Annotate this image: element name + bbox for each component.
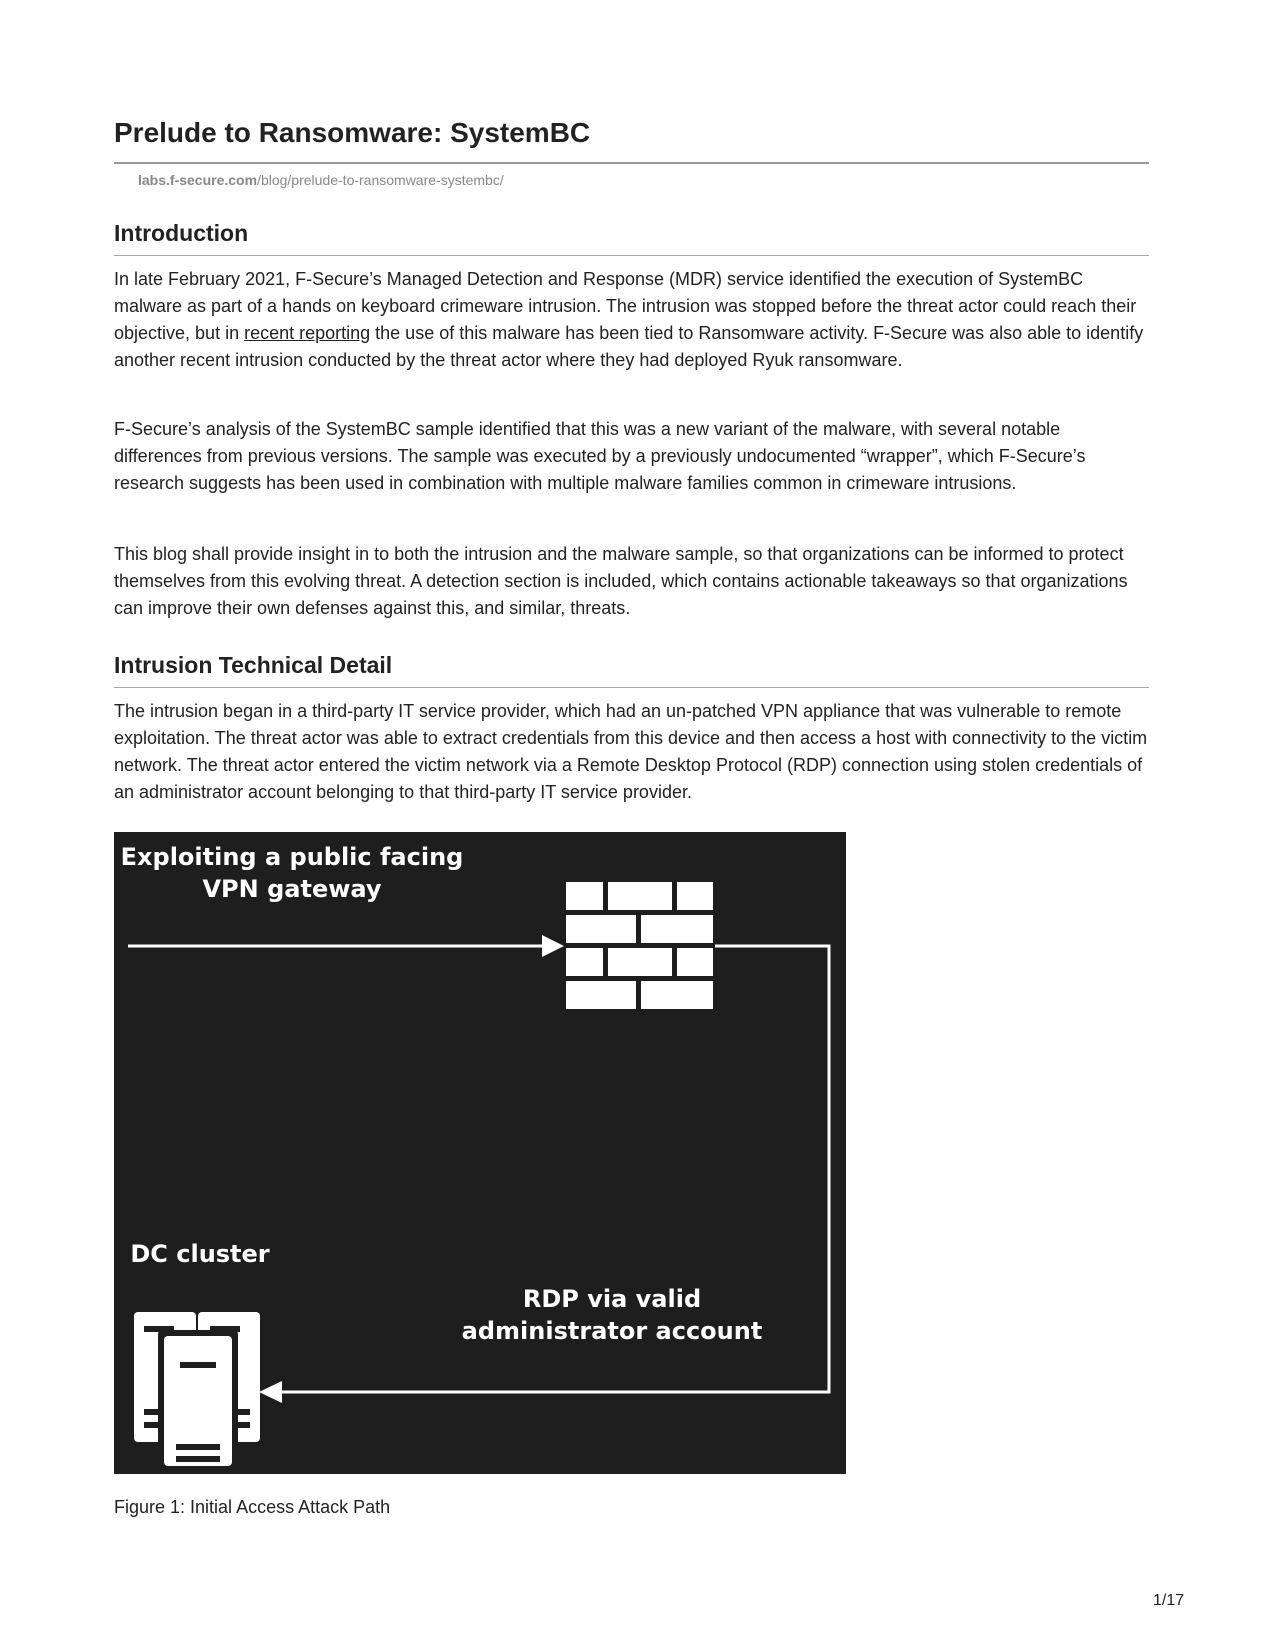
firewall-icon xyxy=(566,882,713,1009)
page-title: Prelude to Ransomware: SystemBC xyxy=(114,117,591,148)
source-url-path: /blog/prelude-to-ransomware-systembc/ xyxy=(257,172,504,188)
page-number: 1/17 xyxy=(1153,1592,1185,1609)
section-divider xyxy=(114,687,1149,688)
section-divider xyxy=(114,255,1149,256)
dc-cluster-label: DC cluster xyxy=(130,1240,270,1268)
intro-paragraph-1-text-a: In late February 2021, F-Secure’s Managed Detection and Response (MDR) service identified the execution of SystemBC malware as part of a hands on keyboard crimeware intrusion. The intrusion was stopped before the threat actor could reach their objective, but in xyxy=(114,269,1137,343)
intro-paragraph-1-text-b: the use of this malware has been tied to Ransomware activity. F-Secure was also able to identify another recent intrusion conducted by the threat actor where they had deployed Ryuk ransomware. xyxy=(114,323,1144,370)
rdp-label-line1: RDP via valid xyxy=(522,1285,702,1313)
intrusion-paragraph-1: The intrusion began in a third-party IT service provider, which had an un-patched VPN appliance that was vulnerable to remote exploitation. The threat actor was able to extract credentials from this device and then access a host with connectivity to the victim network. The threat actor entered the victim network via a Remote Desktop Protocol (RDP) connection using stolen credentials of an administrator account belonging to that third-party IT service provider. xyxy=(114,701,1148,802)
section-heading-introduction: Introduction xyxy=(114,220,249,246)
vpn-label-line1: Exploiting a public facing xyxy=(120,843,464,871)
vpn-arrow xyxy=(128,935,564,957)
recent-reporting-link[interactable]: recent reporting xyxy=(244,323,371,343)
intro-paragraph-2: F-Secure’s analysis of the SystemBC sample identified that this was a new variant of the malware, with several notable differences from previous versions. The sample was executed by a previously undocumented “wrapper”, which F-Secure’s research suggests has been used in combination with multiple malware families common in crimeware intrusions. xyxy=(114,419,1086,493)
source-url-domain: labs.f-secure.com xyxy=(138,172,258,188)
source-url[interactable] xyxy=(138,172,504,188)
intro-paragraph-3: This blog shall provide insight in to both the intrusion and the malware sample, so that organizations can be informed to protect themselves from this evolving threat. A detection section is included, which contains actionable takeaways so that organizations can improve their own defenses against this, and similar, threats. xyxy=(114,544,1128,618)
rdp-label-line2: administrator account xyxy=(461,1317,763,1345)
intro-paragraph-1 xyxy=(114,266,1149,374)
section-heading-intrusion-technical-detail: Intrusion Technical Detail xyxy=(114,652,393,678)
attack-path-figure xyxy=(114,832,846,1474)
figure-caption: Figure 1: Initial Access Attack Path xyxy=(114,1497,391,1517)
attack-path-diagram xyxy=(114,832,846,1474)
vpn-label-line2: VPN gateway xyxy=(202,875,382,903)
title-divider xyxy=(114,162,1149,164)
server-cluster-icon xyxy=(134,1312,260,1472)
